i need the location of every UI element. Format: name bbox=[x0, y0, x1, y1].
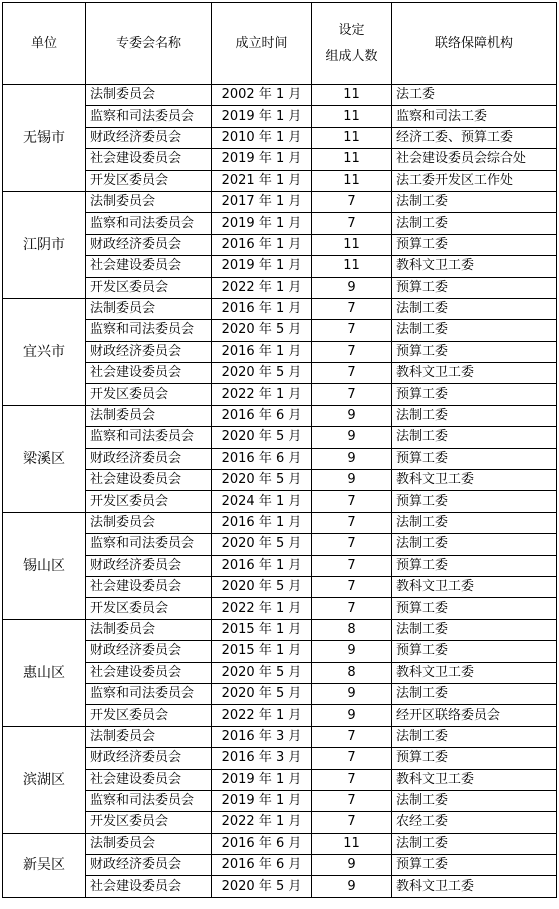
committee-name-cell: 财政经济委员会 bbox=[86, 748, 212, 769]
member-count-cell: 8 bbox=[312, 619, 392, 640]
table-row bbox=[3, 662, 557, 683]
established-date-cell: 2020 年 5 月 bbox=[212, 427, 312, 448]
liaison-agency-cell: 预算工委 bbox=[392, 491, 557, 512]
committee-name-cell: 财政经济委员会 bbox=[86, 127, 212, 148]
established-date-cell: 2002 年 1 月 bbox=[212, 85, 312, 106]
committee-name-cell: 监察和司法委员会 bbox=[86, 790, 212, 811]
established-date-cell: 2019 年 1 月 bbox=[212, 213, 312, 234]
established-date-cell: 2022 年 1 月 bbox=[212, 384, 312, 405]
table-row bbox=[3, 448, 557, 469]
established-date-cell: 2016 年 1 月 bbox=[212, 555, 312, 576]
member-count-cell: 9 bbox=[312, 855, 392, 876]
member-count-cell: 9 bbox=[312, 641, 392, 662]
table-row bbox=[3, 85, 557, 106]
header-member-count-line2: 组成人数 bbox=[325, 48, 378, 64]
established-date-cell: 2015 年 1 月 bbox=[212, 619, 312, 640]
member-count-cell: 7 bbox=[312, 726, 392, 747]
liaison-agency-cell: 社会建设委员会综合处 bbox=[392, 149, 557, 170]
member-count-cell: 7 bbox=[312, 512, 392, 533]
liaison-agency-cell: 教科文卫工委 bbox=[392, 256, 557, 277]
established-date-cell: 2020 年 5 月 bbox=[212, 576, 312, 597]
established-date-cell: 2016 年 6 月 bbox=[212, 405, 312, 426]
liaison-agency-cell: 预算工委 bbox=[392, 641, 557, 662]
unit-cell: 惠山区 bbox=[3, 619, 86, 726]
committee-name-cell: 法制委员会 bbox=[86, 833, 212, 854]
table-row bbox=[3, 256, 557, 277]
liaison-agency-cell: 教科文卫工委 bbox=[392, 470, 557, 491]
table-row bbox=[3, 470, 557, 491]
member-count-cell: 7 bbox=[312, 191, 392, 212]
member-count-cell: 9 bbox=[312, 470, 392, 491]
member-count-cell: 9 bbox=[312, 705, 392, 726]
member-count-cell: 11 bbox=[312, 149, 392, 170]
committee-name-cell: 社会建设委员会 bbox=[86, 876, 212, 897]
established-date-cell: 2016 年 1 月 bbox=[212, 512, 312, 533]
liaison-agency-cell: 法制工委 bbox=[392, 213, 557, 234]
table-row bbox=[3, 534, 557, 555]
liaison-agency-cell: 法制工委 bbox=[392, 790, 557, 811]
liaison-agency-cell: 法工委开发区工作处 bbox=[392, 170, 557, 191]
table-row bbox=[3, 363, 557, 384]
table-row bbox=[3, 234, 557, 255]
established-date-cell: 2020 年 5 月 bbox=[212, 320, 312, 341]
table-body bbox=[3, 85, 557, 898]
table-row bbox=[3, 427, 557, 448]
committee-name-cell: 社会建设委员会 bbox=[86, 256, 212, 277]
committee-name-cell: 社会建设委员会 bbox=[86, 769, 212, 790]
table-row bbox=[3, 384, 557, 405]
header-established-date: 成立时间 bbox=[212, 3, 312, 85]
established-date-cell: 2016 年 1 月 bbox=[212, 234, 312, 255]
committee-name-cell: 监察和司法委员会 bbox=[86, 106, 212, 127]
committee-name-cell: 法制委员会 bbox=[86, 726, 212, 747]
committee-name-cell: 开发区委员会 bbox=[86, 384, 212, 405]
committee-name-cell: 开发区委员会 bbox=[86, 170, 212, 191]
established-date-cell: 2019 年 1 月 bbox=[212, 769, 312, 790]
committee-name-cell: 开发区委员会 bbox=[86, 812, 212, 833]
liaison-agency-cell: 法制工委 bbox=[392, 191, 557, 212]
header-liaison-agency: 联络保障机构 bbox=[392, 3, 557, 85]
established-date-cell: 2022 年 1 月 bbox=[212, 705, 312, 726]
header-row bbox=[3, 3, 557, 85]
table-row bbox=[3, 491, 557, 512]
liaison-agency-cell: 预算工委 bbox=[392, 748, 557, 769]
table-row bbox=[3, 790, 557, 811]
unit-cell: 梁溪区 bbox=[3, 405, 86, 512]
liaison-agency-cell: 预算工委 bbox=[392, 598, 557, 619]
table-row bbox=[3, 106, 557, 127]
committee-name-cell: 法制委员会 bbox=[86, 512, 212, 533]
committee-name-cell: 法制委员会 bbox=[86, 619, 212, 640]
table-row bbox=[3, 855, 557, 876]
established-date-cell: 2021 年 1 月 bbox=[212, 170, 312, 191]
member-count-cell: 9 bbox=[312, 427, 392, 448]
member-count-cell: 7 bbox=[312, 769, 392, 790]
table-row bbox=[3, 512, 557, 533]
liaison-agency-cell: 预算工委 bbox=[392, 448, 557, 469]
established-date-cell: 2019 年 1 月 bbox=[212, 106, 312, 127]
liaison-agency-cell: 预算工委 bbox=[392, 277, 557, 298]
table-row bbox=[3, 127, 557, 148]
established-date-cell: 2017 年 1 月 bbox=[212, 191, 312, 212]
committee-name-cell: 开发区委员会 bbox=[86, 598, 212, 619]
committee-name-cell: 法制委员会 bbox=[86, 298, 212, 319]
table-row bbox=[3, 298, 557, 319]
liaison-agency-cell: 教科文卫工委 bbox=[392, 876, 557, 897]
table-row bbox=[3, 876, 557, 897]
committee-name-cell: 监察和司法委员会 bbox=[86, 213, 212, 234]
table-row bbox=[3, 748, 557, 769]
liaison-agency-cell: 法制工委 bbox=[392, 320, 557, 341]
liaison-agency-cell: 法制工委 bbox=[392, 683, 557, 704]
liaison-agency-cell: 法制工委 bbox=[392, 534, 557, 555]
liaison-agency-cell: 预算工委 bbox=[392, 384, 557, 405]
table-row bbox=[3, 641, 557, 662]
committee-name-cell: 社会建设委员会 bbox=[86, 363, 212, 384]
liaison-agency-cell: 预算工委 bbox=[392, 234, 557, 255]
member-count-cell: 9 bbox=[312, 448, 392, 469]
committee-name-cell: 监察和司法委员会 bbox=[86, 683, 212, 704]
header-member-count bbox=[312, 3, 392, 85]
table-row bbox=[3, 191, 557, 212]
unit-cell: 新吴区 bbox=[3, 833, 86, 897]
liaison-agency-cell: 法制工委 bbox=[392, 726, 557, 747]
member-count-cell: 9 bbox=[312, 277, 392, 298]
established-date-cell: 2022 年 1 月 bbox=[212, 598, 312, 619]
member-count-cell: 9 bbox=[312, 405, 392, 426]
established-date-cell: 2016 年 1 月 bbox=[212, 341, 312, 362]
liaison-agency-cell: 法制工委 bbox=[392, 619, 557, 640]
member-count-cell: 11 bbox=[312, 256, 392, 277]
established-date-cell: 2020 年 5 月 bbox=[212, 470, 312, 491]
member-count-cell: 9 bbox=[312, 683, 392, 704]
committee-name-cell: 法制委员会 bbox=[86, 85, 212, 106]
table-row bbox=[3, 683, 557, 704]
liaison-agency-cell: 预算工委 bbox=[392, 555, 557, 576]
committee-name-cell: 法制委员会 bbox=[86, 405, 212, 426]
header-committee-name: 专委会名称 bbox=[86, 3, 212, 85]
member-count-cell: 7 bbox=[312, 491, 392, 512]
liaison-agency-cell: 预算工委 bbox=[392, 341, 557, 362]
member-count-cell: 7 bbox=[312, 598, 392, 619]
member-count-cell: 11 bbox=[312, 170, 392, 191]
established-date-cell: 2020 年 5 月 bbox=[212, 876, 312, 897]
committee-name-cell: 法制委员会 bbox=[86, 191, 212, 212]
member-count-cell: 7 bbox=[312, 812, 392, 833]
member-count-cell: 11 bbox=[312, 106, 392, 127]
established-date-cell: 2016 年 3 月 bbox=[212, 748, 312, 769]
table-row bbox=[3, 576, 557, 597]
member-count-cell: 7 bbox=[312, 213, 392, 234]
table-row bbox=[3, 833, 557, 854]
member-count-cell: 7 bbox=[312, 341, 392, 362]
established-date-cell: 2020 年 5 月 bbox=[212, 534, 312, 555]
member-count-cell: 7 bbox=[312, 363, 392, 384]
member-count-cell: 11 bbox=[312, 85, 392, 106]
liaison-agency-cell: 教科文卫工委 bbox=[392, 662, 557, 683]
table-row bbox=[3, 812, 557, 833]
liaison-agency-cell: 法制工委 bbox=[392, 833, 557, 854]
established-date-cell: 2016 年 6 月 bbox=[212, 833, 312, 854]
liaison-agency-cell: 监察和司法工委 bbox=[392, 106, 557, 127]
liaison-agency-cell: 经济工委、预算工委 bbox=[392, 127, 557, 148]
committee-name-cell: 财政经济委员会 bbox=[86, 855, 212, 876]
established-date-cell: 2019 年 1 月 bbox=[212, 149, 312, 170]
liaison-agency-cell: 法工委 bbox=[392, 85, 557, 106]
member-count-cell: 8 bbox=[312, 662, 392, 683]
liaison-agency-cell: 法制工委 bbox=[392, 427, 557, 448]
established-date-cell: 2020 年 5 月 bbox=[212, 662, 312, 683]
member-count-cell: 11 bbox=[312, 833, 392, 854]
header-member-count-line1: 设定 bbox=[338, 22, 365, 38]
table-row bbox=[3, 341, 557, 362]
established-date-cell: 2020 年 5 月 bbox=[212, 683, 312, 704]
established-date-cell: 2020 年 5 月 bbox=[212, 363, 312, 384]
member-count-cell: 7 bbox=[312, 790, 392, 811]
member-count-cell: 9 bbox=[312, 876, 392, 897]
unit-cell: 锡山区 bbox=[3, 512, 86, 619]
established-date-cell: 2022 年 1 月 bbox=[212, 277, 312, 298]
committee-name-cell: 财政经济委员会 bbox=[86, 555, 212, 576]
member-count-cell: 11 bbox=[312, 234, 392, 255]
established-date-cell: 2016 年 6 月 bbox=[212, 855, 312, 876]
unit-cell: 宜兴市 bbox=[3, 298, 86, 405]
liaison-agency-cell: 经开区联络委员会 bbox=[392, 705, 557, 726]
liaison-agency-cell: 教科文卫工委 bbox=[392, 576, 557, 597]
liaison-agency-cell: 法制工委 bbox=[392, 405, 557, 426]
established-date-cell: 2022 年 1 月 bbox=[212, 812, 312, 833]
table-row bbox=[3, 619, 557, 640]
established-date-cell: 2016 年 3 月 bbox=[212, 726, 312, 747]
established-date-cell: 2016 年 1 月 bbox=[212, 298, 312, 319]
established-date-cell: 2024 年 1 月 bbox=[212, 491, 312, 512]
committee-name-cell: 财政经济委员会 bbox=[86, 448, 212, 469]
member-count-cell: 7 bbox=[312, 534, 392, 555]
member-count-cell: 7 bbox=[312, 298, 392, 319]
committee-name-cell: 监察和司法委员会 bbox=[86, 534, 212, 555]
liaison-agency-cell: 预算工委 bbox=[392, 855, 557, 876]
member-count-cell: 7 bbox=[312, 576, 392, 597]
table-header bbox=[3, 3, 557, 85]
table-row bbox=[3, 170, 557, 191]
liaison-agency-cell: 农经工委 bbox=[392, 812, 557, 833]
table-row bbox=[3, 598, 557, 619]
established-date-cell: 2015 年 1 月 bbox=[212, 641, 312, 662]
committee-name-cell: 监察和司法委员会 bbox=[86, 320, 212, 341]
established-date-cell: 2016 年 6 月 bbox=[212, 448, 312, 469]
unit-cell: 无锡市 bbox=[3, 85, 86, 192]
table-row bbox=[3, 769, 557, 790]
table-row bbox=[3, 320, 557, 341]
committee-name-cell: 财政经济委员会 bbox=[86, 341, 212, 362]
member-count-cell: 7 bbox=[312, 384, 392, 405]
liaison-agency-cell: 教科文卫工委 bbox=[392, 769, 557, 790]
liaison-agency-cell: 法制工委 bbox=[392, 512, 557, 533]
table-row bbox=[3, 705, 557, 726]
established-date-cell: 2019 年 1 月 bbox=[212, 790, 312, 811]
member-count-cell: 7 bbox=[312, 748, 392, 769]
table-row bbox=[3, 726, 557, 747]
table-row bbox=[3, 213, 557, 234]
committee-name-cell: 开发区委员会 bbox=[86, 705, 212, 726]
unit-cell: 江阴市 bbox=[3, 191, 86, 298]
committee-name-cell: 社会建设委员会 bbox=[86, 662, 212, 683]
committee-name-cell: 开发区委员会 bbox=[86, 491, 212, 512]
member-count-cell: 7 bbox=[312, 320, 392, 341]
liaison-agency-cell: 法制工委 bbox=[392, 298, 557, 319]
liaison-agency-cell: 教科文卫工委 bbox=[392, 363, 557, 384]
header-unit: 单位 bbox=[3, 3, 86, 85]
member-count-cell: 7 bbox=[312, 555, 392, 576]
table-row bbox=[3, 149, 557, 170]
committee-name-cell: 社会建设委员会 bbox=[86, 470, 212, 491]
committee-name-cell: 开发区委员会 bbox=[86, 277, 212, 298]
unit-cell: 滨湖区 bbox=[3, 726, 86, 833]
committee-name-cell: 社会建设委员会 bbox=[86, 576, 212, 597]
member-count-cell: 11 bbox=[312, 127, 392, 148]
committee-name-cell: 监察和司法委员会 bbox=[86, 427, 212, 448]
table-row bbox=[3, 555, 557, 576]
committee-name-cell: 财政经济委员会 bbox=[86, 641, 212, 662]
committee-name-cell: 财政经济委员会 bbox=[86, 234, 212, 255]
established-date-cell: 2010 年 1 月 bbox=[212, 127, 312, 148]
committee-name-cell: 社会建设委员会 bbox=[86, 149, 212, 170]
established-date-cell: 2019 年 1 月 bbox=[212, 256, 312, 277]
table-row bbox=[3, 277, 557, 298]
table-row bbox=[3, 405, 557, 426]
committee-table bbox=[2, 2, 557, 898]
